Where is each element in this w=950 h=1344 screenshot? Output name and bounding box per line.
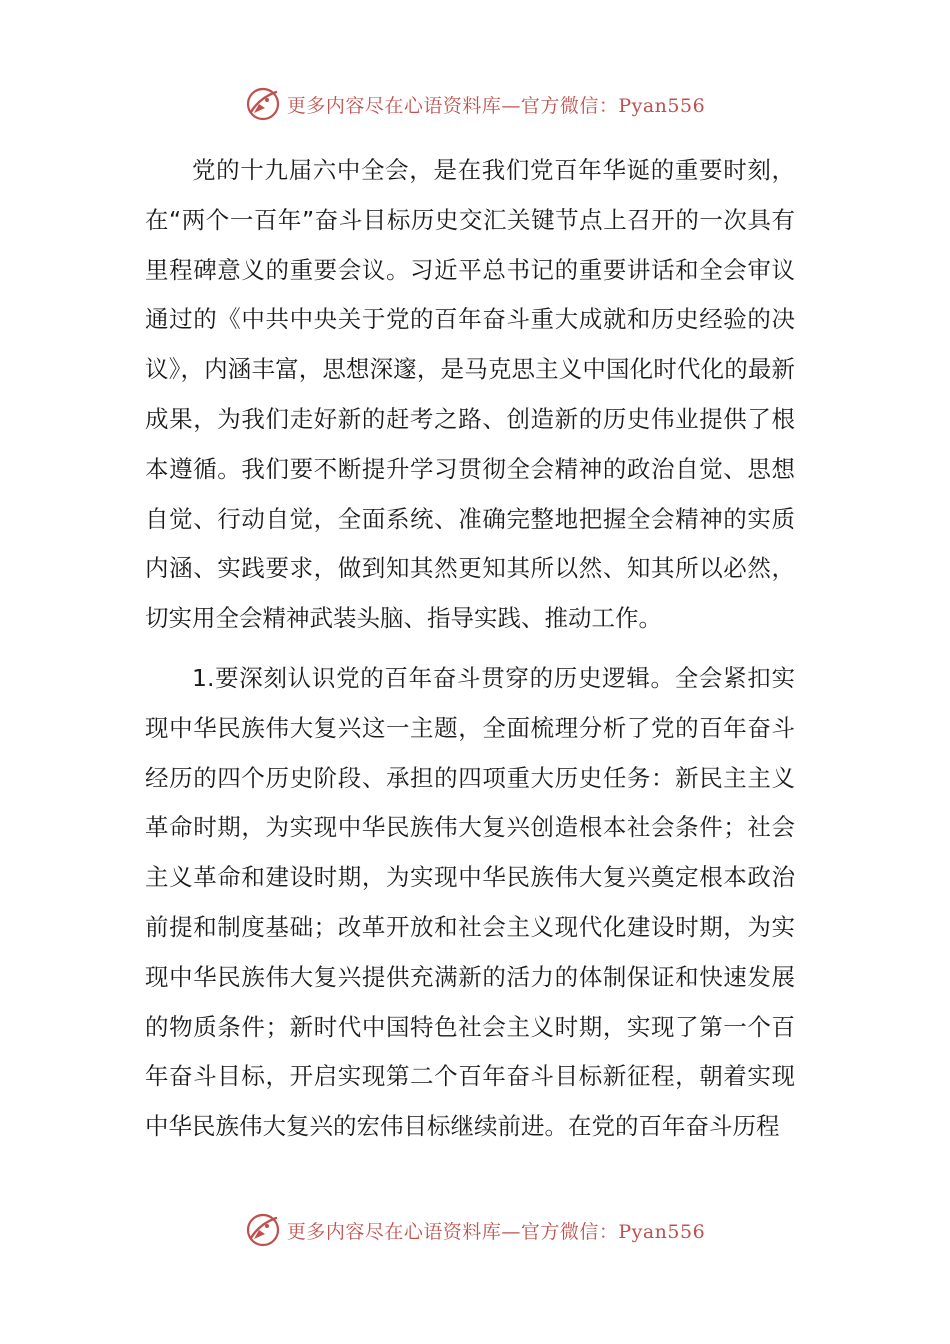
paragraph-section-1: 1.要深刻认识党的百年奋斗贯穿的历史逻辑。全会紧扣实现中华民族伟大复兴这一主题，全面梳理分析了党的百年奋斗经历的四个历史阶段、承担的四项重大历史任务：新民主主义革命时期，为实现中华民族伟大复兴创造根本社会条件；社会主义革命和建设时期，为实现中华民族伟大复兴奠定根本政治前提和制度基础；改革开放和社会主义现代化建设时期，为实现中华民族伟大复兴提供充满新的活力的体制保证和快速发展的物质条件；新时代中国特色社会主义时期，实现了第一个百年奋斗目标，开启实现第二个百年奋斗目标新征程，朝着实现中华民族伟大复兴的宏伟目标继续前进。在党的百年奋斗历程	[145, 663, 795, 1141]
header-banner	[0, 84, 950, 124]
document-body	[145, 146, 795, 1152]
pen-logo-icon	[245, 86, 281, 122]
pen-logo-icon	[245, 1212, 281, 1248]
header-banner-text: 更多内容尽在心语资料库—官方微信：Pyan556	[286, 94, 706, 117]
paragraph-intro: 党的十九届六中全会，是在我们党百年华诞的重要时刻，在“两个一百年”奋斗目标历史交汇关键节点上召开的一次具有里程碑意义的重要会议。习近平总书记的重要讲话和全会审议通过的《中共中央关于党的百年奋斗重大成就和历史经验的决议》，内涵丰富，思想深邃，是马克思主义中国化时代化的最新成果，为我们走好新的赶考之路、创造新的历史伟业提供了根本遵循。我们要不断提升学习贯彻全会精神的政治自觉、思想自觉、行动自觉，全面系统、准确完整地把握全会精神的实质内涵、实践要求，做到知其然更知其所以然、知其所以必然，切实用全会精神武装头脑、指导实践、推动工作。	[145, 156, 795, 633]
footer-banner-text: 更多内容尽在心语资料库—官方微信：Pyan556	[286, 1220, 706, 1243]
footer-banner	[0, 1210, 950, 1250]
